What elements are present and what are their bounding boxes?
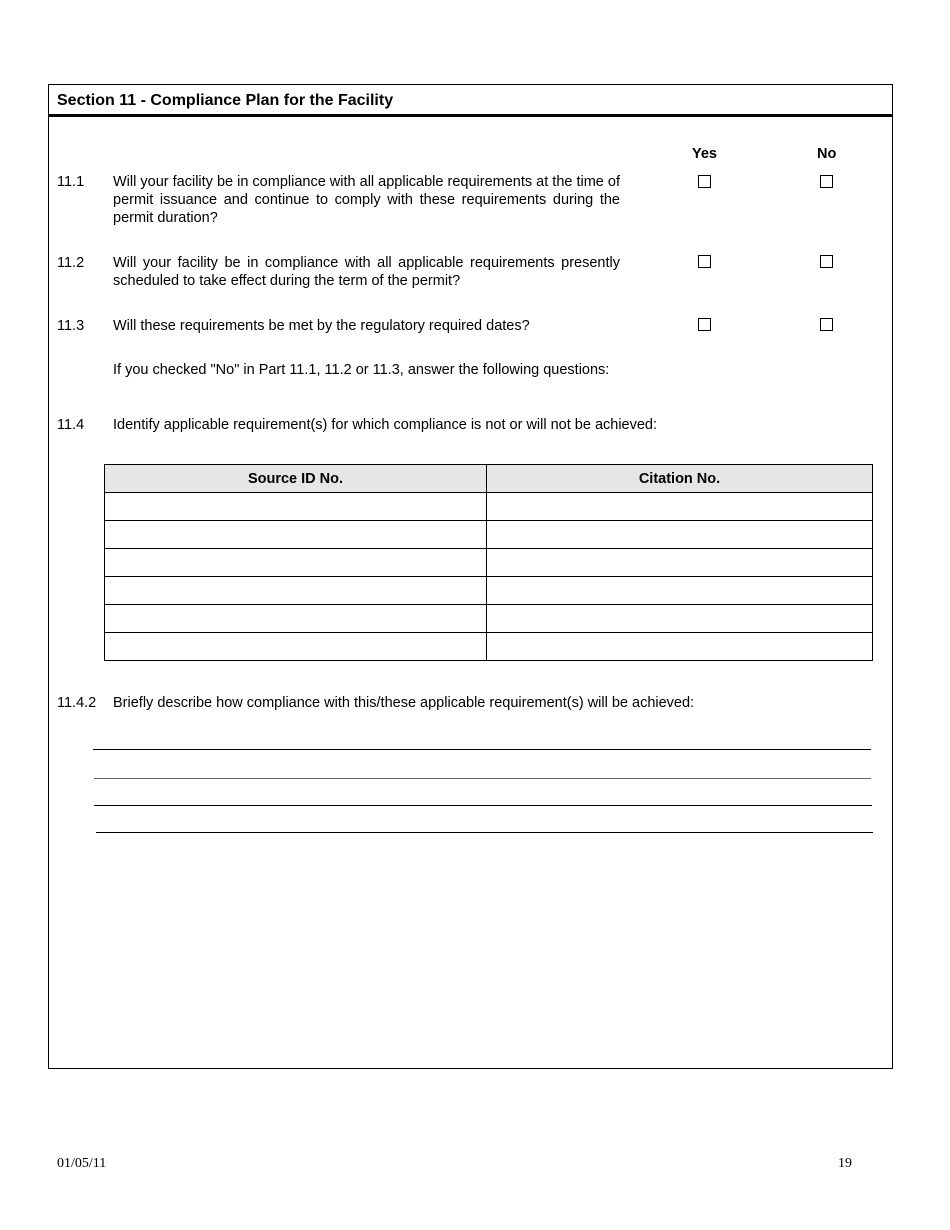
table-row <box>105 493 873 521</box>
question-number-11-1: 11.1 <box>57 174 85 190</box>
source-id-cell[interactable] <box>105 577 487 605</box>
table-row <box>105 521 873 549</box>
section-title-bar <box>49 85 892 117</box>
checkbox-11-3-no[interactable] <box>820 318 833 331</box>
question-text-11-4-2: Briefly describe how compliance with this/these applicable requirement(s) will be achieved: <box>113 695 695 711</box>
answer-line-4[interactable] <box>96 832 873 833</box>
no-column-header: No <box>817 146 837 162</box>
source-id-cell[interactable] <box>105 493 487 521</box>
section-title: Section 11 - Compliance Plan for the Facility <box>57 92 394 109</box>
table-header-row <box>105 465 873 493</box>
citation-cell[interactable] <box>487 493 873 521</box>
citation-cell[interactable] <box>487 633 873 661</box>
yes-column-header: Yes <box>692 146 717 162</box>
question-number-11-4: 11.4 <box>57 417 85 433</box>
question-text-11-1: Will your facility be in compliance with all applicable requirements at the time of permit issuance and continue to comply with these requirements during the permit duration? <box>113 174 620 226</box>
requirements-table <box>104 464 873 661</box>
footer-page-number: 19 <box>838 1156 852 1171</box>
footer-date: 01/05/11 <box>57 1156 107 1171</box>
question-number-11-3: 11.3 <box>57 318 85 334</box>
answer-line-1[interactable] <box>93 749 871 750</box>
answer-line-2[interactable] <box>94 778 871 779</box>
checkbox-11-2-no[interactable] <box>820 255 833 268</box>
checkbox-11-2-yes[interactable] <box>698 255 711 268</box>
source-id-cell[interactable] <box>105 633 487 661</box>
question-text-11-2: Will your facility be in compliance with all applicable requirements presently scheduled to take effect during the term of the permit? <box>113 255 620 289</box>
table-row <box>105 577 873 605</box>
source-id-cell[interactable] <box>105 521 487 549</box>
checkbox-11-1-yes[interactable] <box>698 175 711 188</box>
conditional-note: If you checked "No" in Part 11.1, 11.2 or 11.3, answer the following questions: <box>113 362 610 378</box>
question-number-11-4-2: 11.4.2 <box>57 695 97 711</box>
citation-cell[interactable] <box>487 521 873 549</box>
table-row <box>105 605 873 633</box>
citation-cell[interactable] <box>487 577 873 605</box>
question-number-11-2: 11.2 <box>57 255 85 271</box>
source-id-header: Source ID No. <box>105 465 487 493</box>
question-text-11-4: Identify applicable requirement(s) for which compliance is not or will not be achieved: <box>113 417 658 433</box>
question-text-11-3: Will these requirements be met by the regulatory required dates? <box>113 318 530 334</box>
checkbox-11-3-yes[interactable] <box>698 318 711 331</box>
table-row <box>105 549 873 577</box>
source-id-cell[interactable] <box>105 549 487 577</box>
citation-header: Citation No. <box>487 465 873 493</box>
citation-cell[interactable] <box>487 549 873 577</box>
checkbox-11-1-no[interactable] <box>820 175 833 188</box>
citation-cell[interactable] <box>487 605 873 633</box>
source-id-cell[interactable] <box>105 605 487 633</box>
answer-line-3[interactable] <box>94 805 872 806</box>
table-row <box>105 633 873 661</box>
